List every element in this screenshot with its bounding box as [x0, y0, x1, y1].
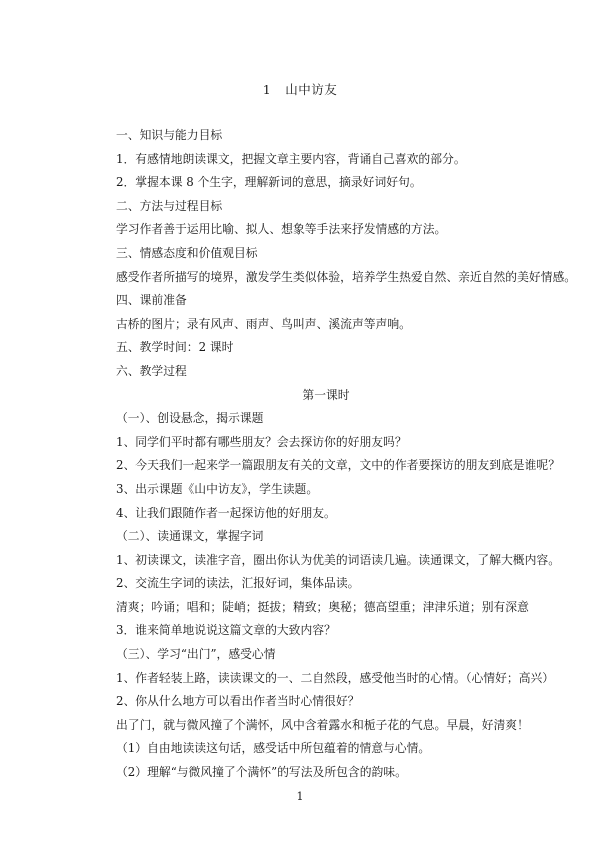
- section-heading-process: 六、教学过程: [116, 363, 187, 378]
- paragraph: 4、让我们跟随作者一起探访他的好朋友。: [116, 505, 336, 520]
- vocabulary-list: 清爽；吟诵；唱和；陡峭；挺拔；精致；奥秘；德高望重；津津乐道；别有深意: [116, 599, 529, 614]
- page-number: 1: [296, 790, 304, 803]
- paragraph: 学习作者善于运用比喻、拟人、想象等手法来抒发情感的方法。: [116, 222, 447, 237]
- paragraph: 古桥的图片；录有风声、雨声、鸟叫声、溪流声等声响。: [116, 316, 411, 331]
- paragraph: 1．有感情地朗读课文，把握文章主要内容，背诵自己喜欢的部分。: [116, 151, 466, 166]
- section-heading-preparation: 四、课前准备: [116, 293, 187, 308]
- quote-sentence: 出了门，就与微风撞了个满怀，风中含着露水和栀子花的气息。早晨，好清爽！: [116, 717, 529, 732]
- page-title: [0, 80, 600, 98]
- paragraph: 2．掌握本课 8 个生字，理解新词的意思，摘录好词好句。: [116, 175, 422, 190]
- step-heading: （二）、读通课文，掌握字词: [116, 529, 264, 544]
- paragraph: 3．谁来简单地说说这篇文章的大致内容？: [116, 623, 336, 638]
- step-heading: （一）、创设悬念，揭示课题: [116, 411, 264, 426]
- lesson-heading: 第一课时: [302, 387, 350, 402]
- paragraph: 3、出示课题《山中访友》，学生读题。: [116, 481, 319, 496]
- paragraph: （2）理解“与微风撞了个满怀”的写法及所包含的韵味。: [116, 765, 407, 780]
- paragraph: 2、今天我们一起来学一篇跟朋友有关的文章，文中的作者要探访的朋友到底是谁呢？: [116, 458, 560, 473]
- paragraph: 1、同学们平时都有哪些朋友？会去探访你的好朋友吗？: [116, 434, 407, 449]
- section-heading-emotion: 三、情感态度和价值观目标: [116, 245, 258, 260]
- paragraph: 1、作者轻装上路，读读课文的一、二自然段，感受他当时的心情。（心情好；高兴）: [116, 670, 555, 685]
- title-text: 山中访友: [285, 82, 338, 97]
- paragraph: 1、初读课文，读准字音，圈出你认为优美的词语读几遍。读通课文，了解大概内容。: [116, 552, 560, 567]
- paragraph: 2、你从什么地方可以看出作者当时心情很好？: [116, 694, 360, 709]
- section-heading-time: 五、教学时间：2 课时: [116, 340, 234, 355]
- title-number: 1: [262, 82, 272, 97]
- paragraph: 感受作者所描写的境界，激发学生类似体验，培养学生热爱自然、亲近自然的美好情感。: [116, 269, 577, 284]
- paragraph: 2、交流生字词的读法，汇报好词，集体品读。: [116, 576, 360, 591]
- step-heading: （三）、学习“出门”，感受心情: [116, 647, 276, 662]
- paragraph: （1）自由地读读这句话，感受话中所包蕴着的情意与心情。: [116, 741, 431, 756]
- section-heading-method: 二、方法与过程目标: [116, 198, 223, 213]
- document-body: [116, 124, 577, 785]
- section-heading-knowledge: 一、知识与能力目标: [116, 128, 223, 142]
